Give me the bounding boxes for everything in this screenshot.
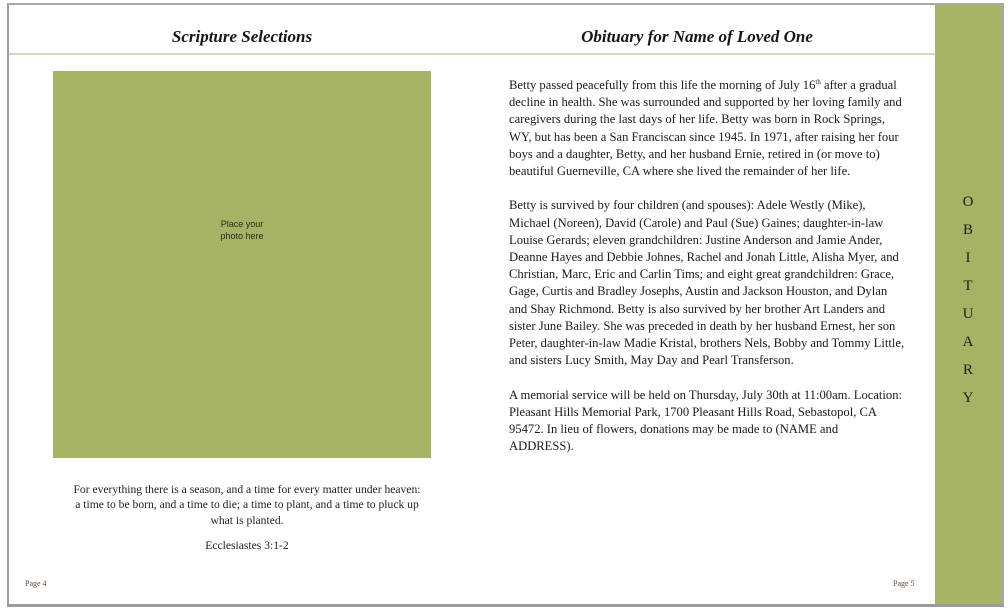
sidebar-letter: B: [962, 222, 973, 238]
page-number-right: Page 5: [893, 579, 915, 588]
scripture-reference: Ecclesiastes 3:1-2: [205, 539, 289, 552]
sidebar-letter: O: [962, 194, 974, 210]
photo-placeholder-line-2: photo here: [220, 230, 264, 241]
obituary-body: [509, 77, 905, 473]
sidebar-letter: T: [963, 278, 973, 294]
obituary-paragraph-1: [509, 77, 905, 180]
obituary-paragraph-3: A memorial service will be held on Thursday, July 30th at 11:00am. Location: Pleasant Hills Memorial Park, 1700 Pleasant Hills Road, Sebastopol, CA 95472. In lieu of flowers, donations may be made to (NAME and ADDRESS).: [509, 387, 903, 454]
obituary-paragraph-2: Betty is survived by four children (and spouses): Adele Westly (Mike), Michael (Noreen), David (Carole) and Paul (Sue) Gaines; daughter-in-law Louise Gerards; eleven grandchildren: Justine Anderson and Jamie Ander, Deanne Hayes and Debbie Johnes, Rachel and Jonah Little, Alisha Myer, and Christian, Marc, Eric and Carlin Tims; and eight great grandchildren: Grace, Gage, Curtis and Bradley Josephs, Austin and Jackson Houston, and Dylan and Shay Richmond. Betty is also survived by her brother Art Landers and sister June Bailey. She was preceded in death by her husband Ernest, her son Peter, daughter-in-law Madie Kristal, brothers Nels, Bobby and Tommy Little, and sisters Lucy Smith, May Day and Pearl Transferson.: [509, 198, 905, 368]
sidebar-letter: A: [962, 334, 974, 350]
sidebar-letter: Y: [962, 390, 974, 406]
photo-placeholder[interactable]: [53, 71, 431, 458]
obituary-sidebar: [935, 5, 1001, 604]
sidebar-vertical-title: [935, 192, 1001, 416]
header-divider: [9, 53, 935, 55]
photo-placeholder-label: [207, 218, 277, 242]
left-page-heading: Scripture Selections: [171, 27, 313, 46]
page-number-left: Page 4: [25, 579, 47, 588]
sidebar-letter: U: [962, 306, 974, 322]
obituary-p1-start: Betty passed peacefully from this life the morning of July 16: [509, 78, 816, 92]
sidebar-letter: R: [962, 362, 973, 378]
scripture-text: For everything there is a season, and a time for every matter under heaven: a time to be born, and a time to die; a time to plant, and a time to pluck up what is planted.: [73, 483, 421, 527]
ordinal-suffix: th: [815, 78, 821, 86]
sidebar-letter: I: [965, 250, 971, 266]
right-page-heading: Obituary for Name of Loved One: [581, 27, 813, 46]
obituary-p1-end: after a gradual decline in health. She was surrounded and supported by her loving family and caregivers during the last days of her life. Betty was born in Rock Springs, WY, but has been a San Franciscan since 1945. In 1971, after raising her four boys and a daughter, Betty, and her husband Ernie, retired in (or move to) beautiful Guerneville, CA where she lived the remainder of her life.: [509, 78, 902, 179]
photo-placeholder-line-1: Place your: [220, 218, 264, 229]
